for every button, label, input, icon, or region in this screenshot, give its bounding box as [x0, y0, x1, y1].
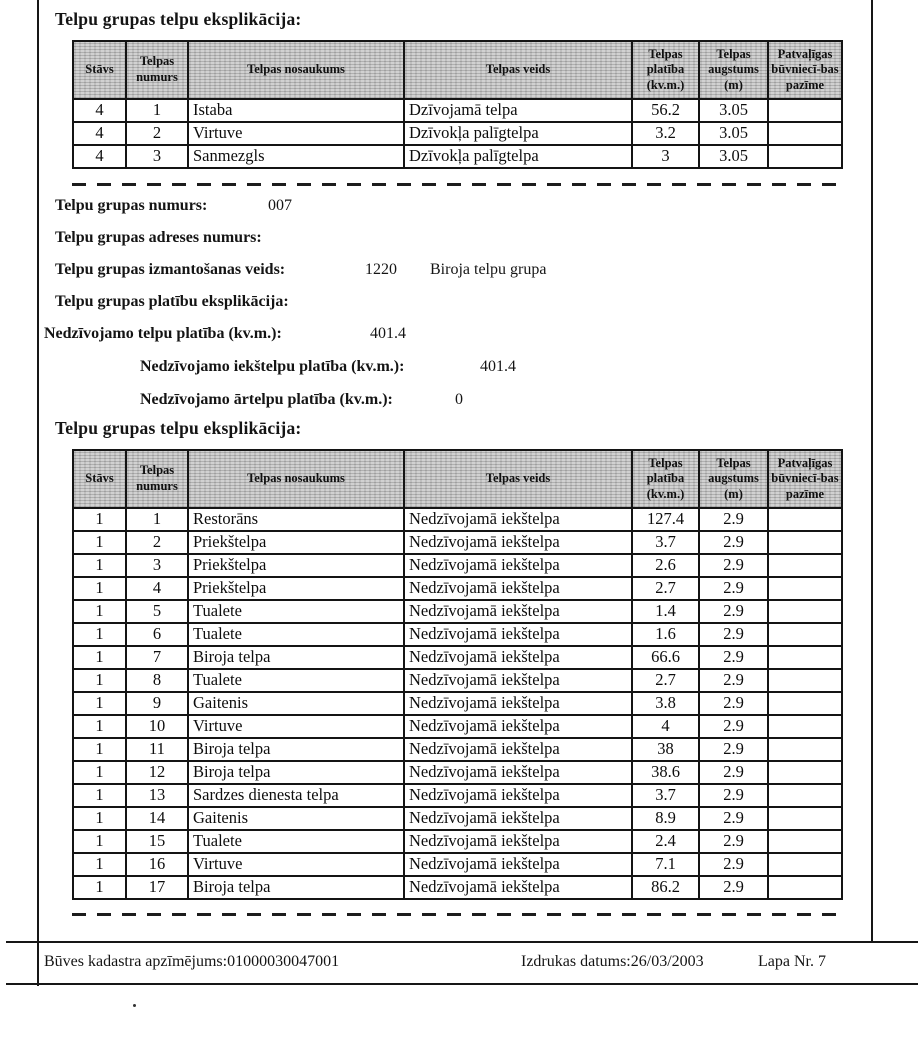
table-cell: 2.9: [699, 508, 768, 531]
page-left-border-line: [37, 0, 39, 986]
room-explication-table-1: [72, 40, 843, 169]
column-header: Patvaļīgas būvniecī-bas pazīme: [768, 41, 842, 99]
table-row: [73, 122, 842, 145]
table-cell: Sanmezgls: [188, 145, 404, 168]
table-cell: 12: [126, 761, 188, 784]
table-cell: 3.05: [699, 145, 768, 168]
table-cell: Nedzīvojamā iekštelpa: [404, 669, 632, 692]
group-number-label: Telpu grupas numurs:: [55, 197, 208, 214]
column-header: Telpas platība (kv.m.): [632, 41, 699, 99]
group-usage-type-value: Biroja telpu grupa: [430, 261, 547, 278]
table-cell: 2.4: [632, 830, 699, 853]
table-cell: 1: [126, 508, 188, 531]
table-cell: Virtuve: [188, 122, 404, 145]
table-cell: [768, 145, 842, 168]
table-row: [73, 600, 842, 623]
table-cell: Biroja telpa: [188, 761, 404, 784]
table-cell: Nedzīvojamā iekštelpa: [404, 876, 632, 899]
column-header: Patvaļīgas būvniecī-bas pazīme: [768, 450, 842, 508]
table-2-header: [73, 450, 842, 508]
table-cell: 66.6: [632, 646, 699, 669]
table-cell: [768, 876, 842, 899]
table-cell: Gaitenis: [188, 692, 404, 715]
indoor-area-value: 401.4: [480, 358, 516, 375]
outdoor-area-label: Nedzīvojamo ārtelpu platība (kv.m.):: [140, 391, 393, 408]
table-cell: 2.9: [699, 692, 768, 715]
table-row: [73, 830, 842, 853]
table-cell: 1: [73, 577, 126, 600]
table-cell: 2.9: [699, 646, 768, 669]
table-cell: 7.1: [632, 853, 699, 876]
table-row: [73, 784, 842, 807]
table-cell: 56.2: [632, 99, 699, 122]
table-cell: 16: [126, 853, 188, 876]
table-cell: 3: [632, 145, 699, 168]
table-cell: [768, 807, 842, 830]
table-cell: 2: [126, 531, 188, 554]
group-number-value: 007: [268, 197, 292, 214]
table-cell: [768, 531, 842, 554]
table-row: [73, 646, 842, 669]
group-usage-type-code: 1220: [365, 261, 397, 278]
table-cell: 86.2: [632, 876, 699, 899]
table-cell: 4: [73, 99, 126, 122]
table-cell: 38: [632, 738, 699, 761]
table-cell: 2.9: [699, 830, 768, 853]
table-cell: 3.8: [632, 692, 699, 715]
table-1-header: [73, 41, 842, 99]
table-cell: [768, 761, 842, 784]
table-row: [73, 554, 842, 577]
column-header: Telpas nosaukums: [188, 450, 404, 508]
table-cell: 1: [73, 554, 126, 577]
table-row: [73, 761, 842, 784]
table-cell: [768, 669, 842, 692]
table-cell: 5: [126, 600, 188, 623]
footer-page-number: Lapa Nr. 7: [758, 953, 826, 970]
table-cell: 3: [126, 145, 188, 168]
table-cell: Nedzīvojamā iekštelpa: [404, 807, 632, 830]
page-right-border-line: [871, 0, 873, 941]
table-cell: 2.9: [699, 600, 768, 623]
table-cell: Priekštelpa: [188, 554, 404, 577]
table-cell: 1: [73, 669, 126, 692]
table-cell: 1: [73, 761, 126, 784]
table-cell: 15: [126, 830, 188, 853]
table-cell: Dzīvokļa palīgtelpa: [404, 122, 632, 145]
table-cell: Tualete: [188, 669, 404, 692]
table-cell: 13: [126, 784, 188, 807]
column-header: Telpas numurs: [126, 450, 188, 508]
table-row: [73, 99, 842, 122]
table-cell: 1: [73, 715, 126, 738]
table-cell: 127.4: [632, 508, 699, 531]
table-row: [73, 692, 842, 715]
table-cell: Biroja telpa: [188, 738, 404, 761]
table-cell: Tualete: [188, 623, 404, 646]
table-cell: 2.9: [699, 784, 768, 807]
table-cell: 1.6: [632, 623, 699, 646]
table-cell: [768, 692, 842, 715]
table-cell: Nedzīvojamā iekštelpa: [404, 554, 632, 577]
table-row: [73, 853, 842, 876]
table-cell: 17: [126, 876, 188, 899]
table-cell: 1: [73, 876, 126, 899]
scan-speck: [133, 1004, 136, 1007]
table-cell: 2.9: [699, 577, 768, 600]
column-header: Telpas numurs: [126, 41, 188, 99]
table-cell: [768, 853, 842, 876]
table-cell: 3.7: [632, 531, 699, 554]
table-header-row: [73, 41, 842, 99]
table-row: [73, 623, 842, 646]
footer-bottom-line: [6, 983, 918, 985]
table-cell: 9: [126, 692, 188, 715]
table-cell: Nedzīvojamā iekštelpa: [404, 761, 632, 784]
table-cell: [768, 577, 842, 600]
column-header: Telpas augstums (m): [699, 41, 768, 99]
room-explication-table-2: [72, 449, 843, 900]
table-cell: 3.05: [699, 122, 768, 145]
table-cell: 2.9: [699, 853, 768, 876]
table-cell: 38.6: [632, 761, 699, 784]
table-cell: 6: [126, 623, 188, 646]
table-cell: 1: [73, 853, 126, 876]
table-cell: 8: [126, 669, 188, 692]
table-cell: Nedzīvojamā iekštelpa: [404, 508, 632, 531]
table-cell: Nedzīvojamā iekštelpa: [404, 784, 632, 807]
group-usage-type-label: Telpu grupas izmantošanas veids:: [55, 261, 286, 278]
table-cell: [768, 738, 842, 761]
table-cell: 2.7: [632, 577, 699, 600]
table-cell: 2.9: [699, 738, 768, 761]
column-header: Telpas veids: [404, 41, 632, 99]
footer-cadastre-designation: Būves kadastra apzīmējums:01000030047001: [44, 953, 340, 970]
table-cell: Tualete: [188, 830, 404, 853]
nonresidential-area-label: Nedzīvojamo telpu platība (kv.m.):: [44, 325, 282, 342]
table-cell: [768, 99, 842, 122]
table-cell: 1: [73, 830, 126, 853]
outdoor-area-value: 0: [455, 391, 463, 408]
column-header: Telpas veids: [404, 450, 632, 508]
table-cell: 2.7: [632, 669, 699, 692]
table-cell: [768, 623, 842, 646]
footer-top-line: [6, 941, 918, 943]
table-cell: 3.7: [632, 784, 699, 807]
table-cell: Nedzīvojamā iekštelpa: [404, 531, 632, 554]
group-area-explication-label: Telpu grupas platību eksplikācija:: [55, 293, 289, 310]
table-row: [73, 145, 842, 168]
dashed-separator: [72, 183, 842, 186]
table-cell: Virtuve: [188, 853, 404, 876]
section1-title: Telpu grupas telpu eksplikācija:: [55, 9, 302, 29]
table-cell: [768, 830, 842, 853]
table-cell: Virtuve: [188, 715, 404, 738]
table-cell: 2.9: [699, 715, 768, 738]
table-cell: [768, 600, 842, 623]
table-row: [73, 577, 842, 600]
table-cell: Dzīvokļa palīgtelpa: [404, 145, 632, 168]
table-row: [73, 715, 842, 738]
table-cell: 3: [126, 554, 188, 577]
table-cell: 1: [126, 99, 188, 122]
table-row: [73, 531, 842, 554]
table-cell: 1: [73, 784, 126, 807]
table-cell: 3.2: [632, 122, 699, 145]
table-row: [73, 807, 842, 830]
column-header: Telpas nosaukums: [188, 41, 404, 99]
table-cell: 2: [126, 122, 188, 145]
table-cell: [768, 122, 842, 145]
table-row: [73, 508, 842, 531]
table-cell: Priekštelpa: [188, 577, 404, 600]
table-cell: 2.9: [699, 669, 768, 692]
table-header-row: [73, 450, 842, 508]
table-cell: Tualete: [188, 600, 404, 623]
table-cell: 1: [73, 508, 126, 531]
table-cell: 1.4: [632, 600, 699, 623]
table-cell: 10: [126, 715, 188, 738]
table-cell: 1: [73, 692, 126, 715]
table-2-body: [73, 508, 842, 899]
column-header: Telpas augstums (m): [699, 450, 768, 508]
group-address-number-label: Telpu grupas adreses numurs:: [55, 229, 262, 246]
table-cell: 1: [73, 807, 126, 830]
table-cell: 4: [73, 122, 126, 145]
table-cell: Gaitenis: [188, 807, 404, 830]
table-cell: [768, 508, 842, 531]
column-header: Telpas platība (kv.m.): [632, 450, 699, 508]
table-cell: 2.9: [699, 623, 768, 646]
table-cell: Nedzīvojamā iekštelpa: [404, 600, 632, 623]
table-cell: 1: [73, 531, 126, 554]
table-cell: [768, 554, 842, 577]
table-cell: [768, 646, 842, 669]
table-cell: 2.9: [699, 807, 768, 830]
dashed-separator: [72, 913, 842, 916]
table-cell: [768, 784, 842, 807]
footer-print-date: Izdrukas datums:26/03/2003: [521, 953, 704, 970]
table-cell: Nedzīvojamā iekštelpa: [404, 715, 632, 738]
table-cell: 4: [126, 577, 188, 600]
table-cell: 1: [73, 646, 126, 669]
table-cell: Nedzīvojamā iekštelpa: [404, 577, 632, 600]
table-cell: 2.9: [699, 554, 768, 577]
table-cell: 2.6: [632, 554, 699, 577]
table-cell: [768, 715, 842, 738]
table-cell: 4: [73, 145, 126, 168]
table-cell: Nedzīvojamā iekštelpa: [404, 830, 632, 853]
table-cell: 1: [73, 623, 126, 646]
table-cell: Restorāns: [188, 508, 404, 531]
table-cell: 8.9: [632, 807, 699, 830]
table-row: [73, 738, 842, 761]
table-cell: Nedzīvojamā iekštelpa: [404, 853, 632, 876]
table-1-body: [73, 99, 842, 168]
nonresidential-area-value: 401.4: [370, 325, 406, 342]
table-cell: Nedzīvojamā iekštelpa: [404, 646, 632, 669]
table-cell: 3.05: [699, 99, 768, 122]
table-cell: 2.9: [699, 876, 768, 899]
table-row: [73, 669, 842, 692]
table-cell: 7: [126, 646, 188, 669]
table-cell: Biroja telpa: [188, 876, 404, 899]
table-cell: Istaba: [188, 99, 404, 122]
table-row: [73, 876, 842, 899]
table-cell: Nedzīvojamā iekštelpa: [404, 623, 632, 646]
column-header: Stāvs: [73, 41, 126, 99]
table-cell: Nedzīvojamā iekštelpa: [404, 692, 632, 715]
column-header: Stāvs: [73, 450, 126, 508]
table-cell: 14: [126, 807, 188, 830]
table-cell: 4: [632, 715, 699, 738]
table-cell: 2.9: [699, 531, 768, 554]
table-cell: Dzīvojamā telpa: [404, 99, 632, 122]
table-cell: 1: [73, 600, 126, 623]
table-cell: Priekštelpa: [188, 531, 404, 554]
table-cell: 1: [73, 738, 126, 761]
indoor-area-label: Nedzīvojamo iekštelpu platība (kv.m.):: [140, 358, 405, 375]
table-cell: Biroja telpa: [188, 646, 404, 669]
table-cell: Sardzes dienesta telpa: [188, 784, 404, 807]
table-cell: 2.9: [699, 761, 768, 784]
section2-title: Telpu grupas telpu eksplikācija:: [55, 418, 302, 438]
table-cell: 11: [126, 738, 188, 761]
table-cell: Nedzīvojamā iekštelpa: [404, 738, 632, 761]
